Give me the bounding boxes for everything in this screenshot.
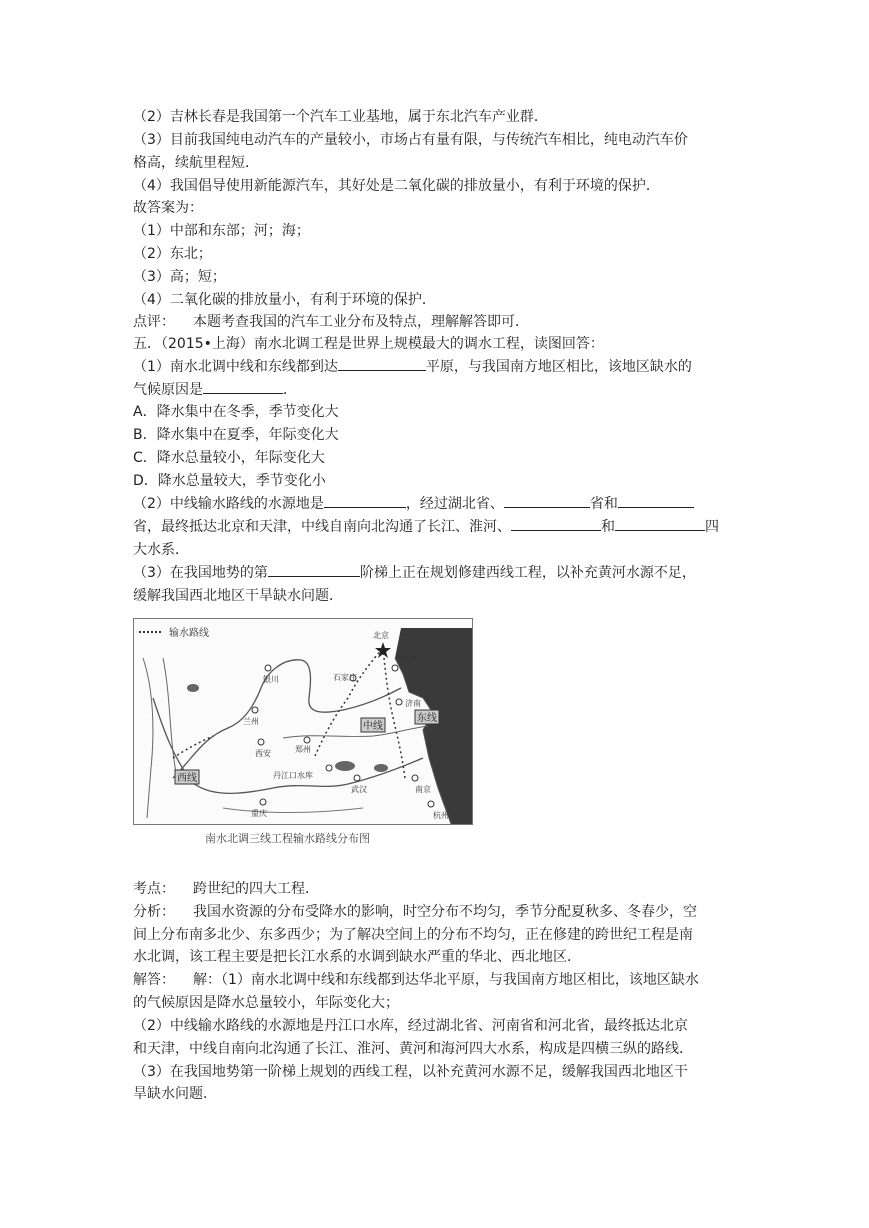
- option-b[interactable]: B．降水集中在夏季，年际变化大: [133, 427, 339, 443]
- answer-q3-line2: 格高，续航里程短．: [133, 155, 259, 171]
- q2-text-e: 和: [601, 519, 615, 535]
- jieda-label: 解答：: [133, 972, 175, 988]
- question5-q3-line2: 缓解我国西北地区干旱缺水问题．: [133, 588, 343, 604]
- question5-q2-line3: 大水系．: [133, 542, 189, 558]
- option-d[interactable]: D．降水总量较大，季节变化小: [133, 473, 326, 489]
- q1-blank-reason[interactable]: [203, 379, 283, 394]
- question5-title: 五．（2015•上海）南水北调工程是世界上规模最大的调水工程，读图回答：: [133, 336, 604, 352]
- label-shijiazhuang: 石家庄: [333, 673, 357, 682]
- jieda-line3: （2）中线输水路线的水源地是丹江口水库，经过湖北省、河南省和河北省，最终抵达北京: [133, 1018, 688, 1034]
- label-hangzhou: 杭州: [433, 811, 449, 820]
- label-beijing: 北京: [373, 631, 389, 640]
- q1-text-d: ．: [283, 382, 297, 398]
- answer-q4: （4）我国倡导使用新能源汽车，其好处是二氧化碳的排放量小，有利于环境的保护．: [133, 178, 660, 194]
- q1-text-b: 平原，与我国南方地区相比，该地区缺水的: [425, 359, 692, 375]
- q1-text-a: （1）南水北调中线和东线都到达: [133, 359, 338, 375]
- jieda-line6: 旱缺水问题．: [133, 1086, 217, 1102]
- label-chongqing: 重庆: [251, 809, 267, 818]
- map-caption: 南水北调三线工程输水路线分布图: [205, 832, 370, 845]
- question5-q2-line2: [133, 516, 719, 538]
- fenxi-label: 分析：: [133, 904, 175, 920]
- jieda-line5: （3）在我国地势第一阶梯上规划的西线工程，以补充黄河水源不足，缓解我国西北地区干: [133, 1064, 688, 1080]
- option-a[interactable]: A．降水集中在冬季，季节变化大: [133, 404, 339, 420]
- q3-text-b: 阶梯上正在规划修建西线工程，以补充黄河水源不足，: [359, 565, 696, 581]
- q3-text-a: （3）在我国地势的第: [133, 565, 268, 581]
- label-wuhan: 武汉: [351, 785, 367, 794]
- q2-text-c: 省和: [589, 496, 618, 512]
- fenxi-line2: 间上分布南多北少、东多西少；为了解决空间上的分布不均匀，正在修建的跨世纪工程是南: [133, 927, 693, 943]
- question5-q3-line1: [133, 562, 696, 584]
- answer-2: （2）东北；: [133, 246, 212, 262]
- fenxi-line1: [133, 901, 697, 923]
- label-dongxian: 东线: [417, 713, 437, 724]
- question5-q2-line1: [133, 493, 694, 515]
- q2-blank-river2[interactable]: [615, 516, 705, 531]
- label-xian: 西安: [255, 749, 271, 758]
- label-nanjing: 南京: [415, 785, 431, 794]
- comment: [133, 311, 529, 333]
- q2-blank-river1[interactable]: [511, 516, 601, 531]
- label-danjiangkou: 丹江口水库: [273, 771, 313, 780]
- question5-q1-line1: [133, 356, 692, 378]
- question5-q1-line2: [133, 379, 297, 401]
- comment-text: 本题考查我国的汽车工业分布及特点，理解解答即可．: [193, 314, 529, 330]
- water-diversion-map: [133, 618, 473, 850]
- kaodian-text: 跨世纪的四大工程．: [193, 881, 319, 897]
- map-legend-label: 输水路线: [169, 628, 209, 639]
- q1-text-c: 气候原因是: [133, 382, 203, 398]
- answer-4: （4）二氧化碳的排放量小，有利于环境的保护．: [133, 292, 436, 308]
- answer-1: （1）中部和东部；河；海；: [133, 223, 310, 239]
- q2-text-d: 省，最终抵达北京和天津，中线自南向北沟通了长江、淮河、: [133, 519, 511, 535]
- answer-3: （3）高；短；: [133, 269, 226, 285]
- answer-q3-line1: （3）目前我国纯电动汽车的产量较小，市场占有量有限，与传统汽车相比，纯电动汽车价: [133, 132, 688, 148]
- answer-label: 故答案为：: [133, 200, 203, 216]
- comment-label: 点评：: [133, 314, 175, 330]
- answer-q2: （2）吉林长春是我国第一个汽车工业基地，属于东北汽车产业群．: [133, 109, 548, 125]
- q2-blank-source[interactable]: [324, 493, 406, 508]
- jieda-line1: [133, 969, 699, 991]
- label-zhongxian: 中线: [363, 721, 383, 732]
- q3-blank-step[interactable]: [268, 562, 360, 577]
- kaodian-label: 考点：: [133, 881, 175, 897]
- fenxi-line3: 水北调，该工程主要是把长江水系的水调到缺水严重的华北、西北地区．: [133, 949, 581, 965]
- kaodian: [133, 878, 319, 900]
- fenxi-text-1: 我国水资源的分布受降水的影响，时空分布不均匀，季节分配夏秋多、冬春少，空: [193, 904, 697, 920]
- label-lanzhou: 兰州: [243, 717, 259, 726]
- label-xixian: 西线: [177, 773, 197, 784]
- q2-blank-province2[interactable]: [618, 493, 694, 508]
- jieda-line4: 和天津，中线自南向北沟通了长江、淮河、黄河和海河四大水系，构成是四横三纵的路线．: [133, 1041, 693, 1057]
- option-c[interactable]: C．降水总量较小，年际变化大: [133, 450, 325, 466]
- label-yinchuan: 银川: [263, 675, 279, 684]
- label-zhengzhou: 郑州: [295, 745, 311, 754]
- q1-blank-plain[interactable]: [338, 356, 426, 371]
- label-tianjin: 天津: [401, 653, 417, 662]
- jieda-line2: 的气候原因是降水总量较小，年际变化大；: [133, 995, 399, 1011]
- q2-text-a: （2）中线输水路线的水源地是: [133, 496, 324, 512]
- label-jinan: 济南: [405, 699, 421, 708]
- q2-text-f: 四: [705, 519, 719, 535]
- jieda-text-1: 解：（1）南水北调中线和东线都到达华北平原，与我国南方地区相比，该地区缺水: [193, 972, 699, 988]
- q2-text-b: ，经过湖北省、: [405, 496, 504, 512]
- q2-blank-province1[interactable]: [504, 493, 590, 508]
